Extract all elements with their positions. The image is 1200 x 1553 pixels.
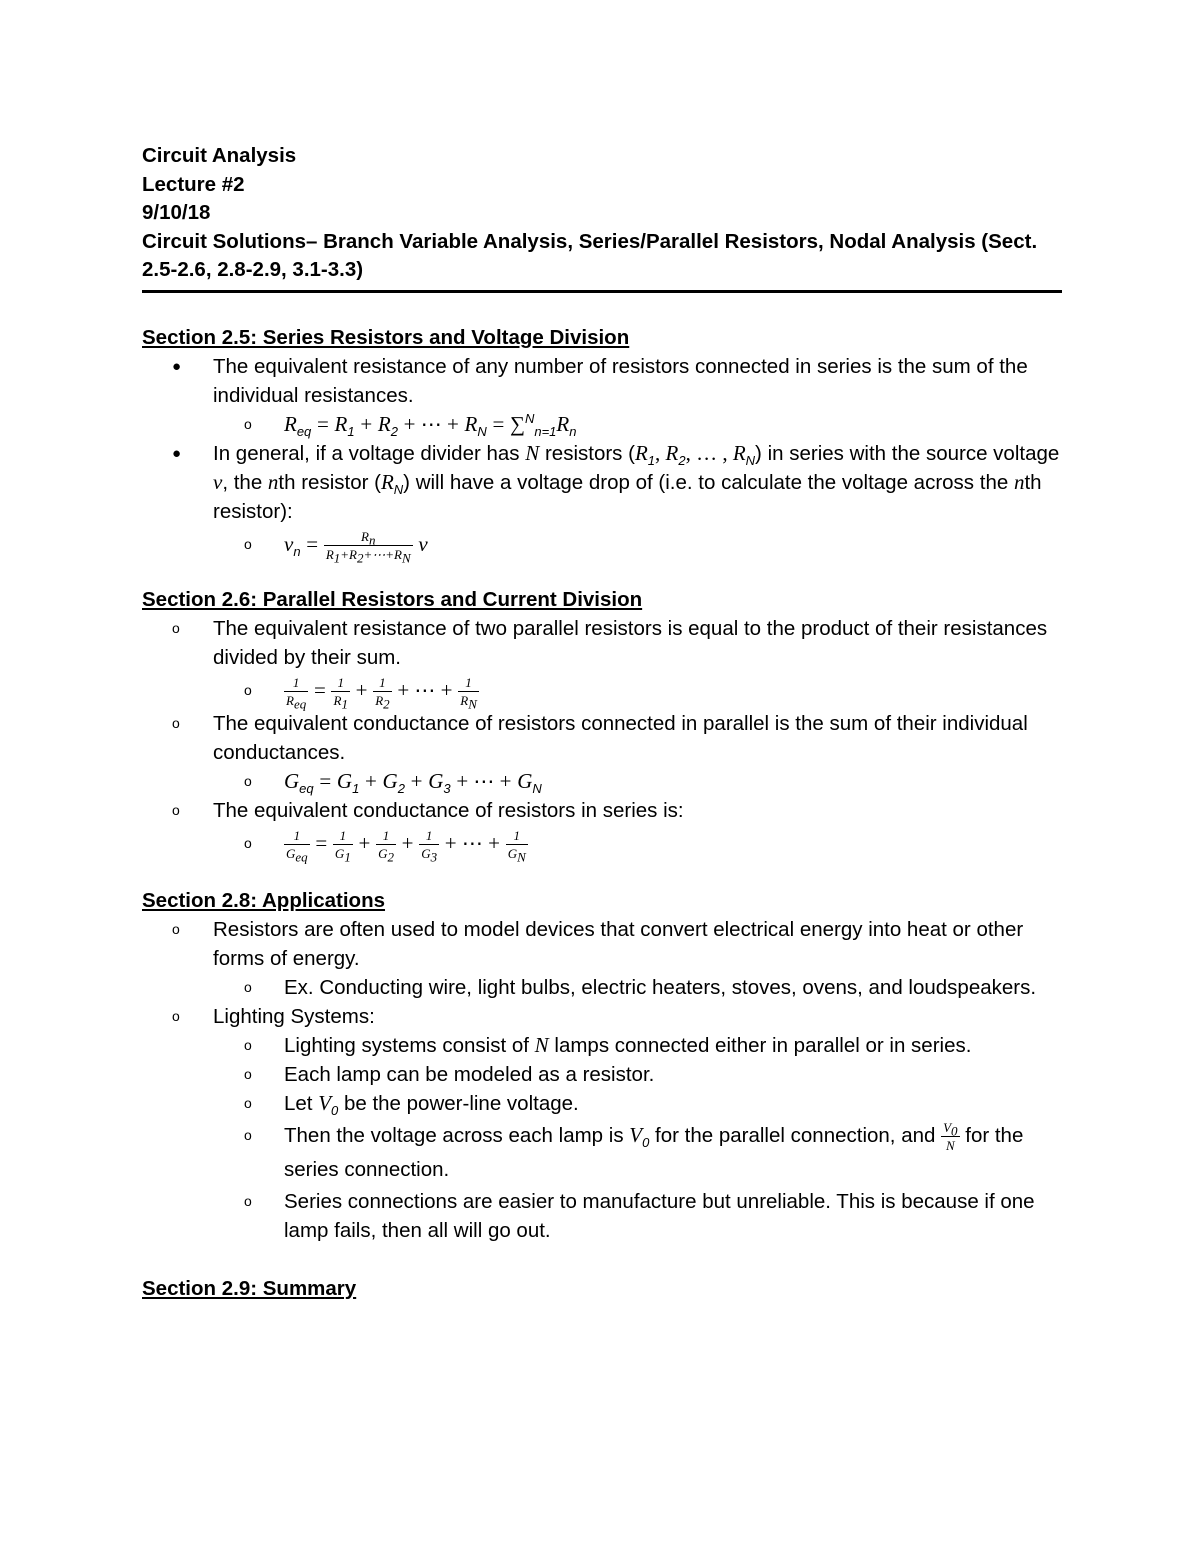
list-item (142, 1187, 1062, 1245)
list-item-text: The equivalent resistance of two parallel resistors is equal to the product of their resistances divided by their sum. (213, 616, 1048, 669)
list-item-text: The equivalent conductance of resistors connected in parallel is the sum of their individual conductances. (213, 711, 1028, 764)
equation-series-resistance: $R_{eq} = R_1 + R_2$ + ⋯ + $R_N = \sum^N_{n=1}R_n$ (284, 410, 577, 439)
circle-bullet-icon: o (172, 619, 180, 636)
equation-voltage-divider: $v_n$ = $\frac{R_n}{R_1+R_2+\cdots+R_N}$ v (284, 528, 428, 566)
topic-line-2: 2.5-2.6, 2.8-2.9, 3.1-3.3) (142, 258, 364, 281)
circle-bullet-icon: o (172, 714, 180, 731)
list-item-text: The equivalent conductance of resistors in series is: (213, 798, 684, 822)
equation-item (142, 410, 1062, 439)
circle-bullet-icon: o (244, 535, 252, 552)
list-item (142, 796, 1062, 825)
list-item-text: In general, if a voltage divider has N resistors ($R_1$, $R_2$, … , $R_N$) in series with the source voltage v, the nth resistor $(R_N)$ will have a voltage drop of (i.e. to calculate the voltage across the nth resistor): (213, 440, 1060, 523)
circle-bullet-icon: o (244, 1065, 252, 1082)
bullet-icon: ● (172, 357, 182, 375)
circle-bullet-icon: o (244, 1094, 252, 1111)
lecture-number: Lecture #2 (142, 172, 245, 196)
circle-bullet-icon: o (244, 1192, 252, 1209)
list-item (142, 439, 1062, 526)
equation-item (142, 672, 1062, 712)
list-item (142, 915, 1062, 973)
list-item-text: Resistors are often used to model devices that convert electrical energy into heat or other forms of energy. (213, 917, 1024, 970)
topic-line-1: Circuit Solutions– Branch Variable Analysis, Series/Parallel Resistors, Nodal Analysis (Sect. (142, 229, 1038, 253)
lecture-date: 9/10/18 (142, 201, 211, 224)
list-item (142, 352, 1062, 410)
equation-parallel-conductance: $G_{eq} = G_1 + G_2 + G_3$ + ⋯ + $G_N$ (284, 768, 542, 796)
list-item (142, 1118, 1062, 1187)
circle-bullet-icon: o (244, 772, 252, 789)
circle-bullet-icon: o (244, 834, 252, 851)
equation-series-conductance: $\frac{1}{G_{eq}}$ = $\frac{1}{G_1}$ + $\frac{1}{G_2}$ + $\frac{1}{G_3}$ + ⋯ + $\frac{1}{G_N}$ (286, 827, 526, 865)
list-item-text: Series connections are easier to manufacture but unreliable. This is because if one lamp fails, then all will go out. (284, 1189, 1035, 1242)
section-2-6-title: Section 2.6: Parallel Resistors and Current Division (142, 587, 643, 611)
section-2-8-title: Section 2.8: Applications (142, 888, 386, 912)
course-title: Circuit Analysis (142, 144, 297, 167)
list-item-text: The equivalent resistance of any number of resistors connected in series is the sum of the individual resistances. (213, 354, 1028, 407)
list-item-text: Let $V_0$ be the power-line voltage. (284, 1090, 579, 1118)
list-item (142, 1060, 1062, 1089)
header-block (142, 142, 1062, 293)
list-item (142, 1002, 1062, 1031)
circle-bullet-icon: o (244, 978, 252, 995)
equation-item (142, 526, 1062, 566)
document-page (142, 142, 1062, 1303)
list-item (142, 1031, 1062, 1060)
circle-bullet-icon: o (244, 681, 252, 698)
section-2-9-title: Section 2.9: Summary (142, 1276, 357, 1300)
equation-parallel-resistance: $\frac{1}{R_{eq}}$ = $\frac{1}{R_1}$ + $\frac{1}{R_2}$ + ⋯ + $\frac{1}{R_N}$ (286, 674, 477, 712)
circle-bullet-icon: o (172, 801, 180, 818)
circle-bullet-icon: o (244, 415, 252, 432)
equation-item (142, 825, 1062, 865)
list-item-text: Each lamp can be modeled as a resistor. (284, 1062, 655, 1086)
bullet-icon: ● (172, 444, 182, 462)
equation-item (142, 767, 1062, 796)
list-item-text: Then the voltage across each lamp is $V_0$ for the parallel connection, and $\frac{V_0}{N}$ for the series connection. (284, 1119, 1024, 1181)
circle-bullet-icon: o (172, 1007, 180, 1024)
list-item-text: Lighting systems consist of N lamps connected either in parallel or in series. (284, 1032, 972, 1057)
list-item (142, 973, 1062, 1002)
list-item (142, 614, 1062, 672)
circle-bullet-icon: o (244, 1036, 252, 1053)
list-item-text: Ex. Conducting wire, light bulbs, electric heaters, stoves, ovens, and loudspeakers. (284, 975, 1037, 999)
circle-bullet-icon: o (172, 920, 180, 937)
circle-bullet-icon: o (244, 1126, 252, 1143)
list-item-text: Lighting Systems: (213, 1004, 375, 1028)
list-item (142, 709, 1062, 767)
list-item (142, 1089, 1062, 1118)
section-2-5-title: Section 2.5: Series Resistors and Voltage Division (142, 325, 630, 349)
